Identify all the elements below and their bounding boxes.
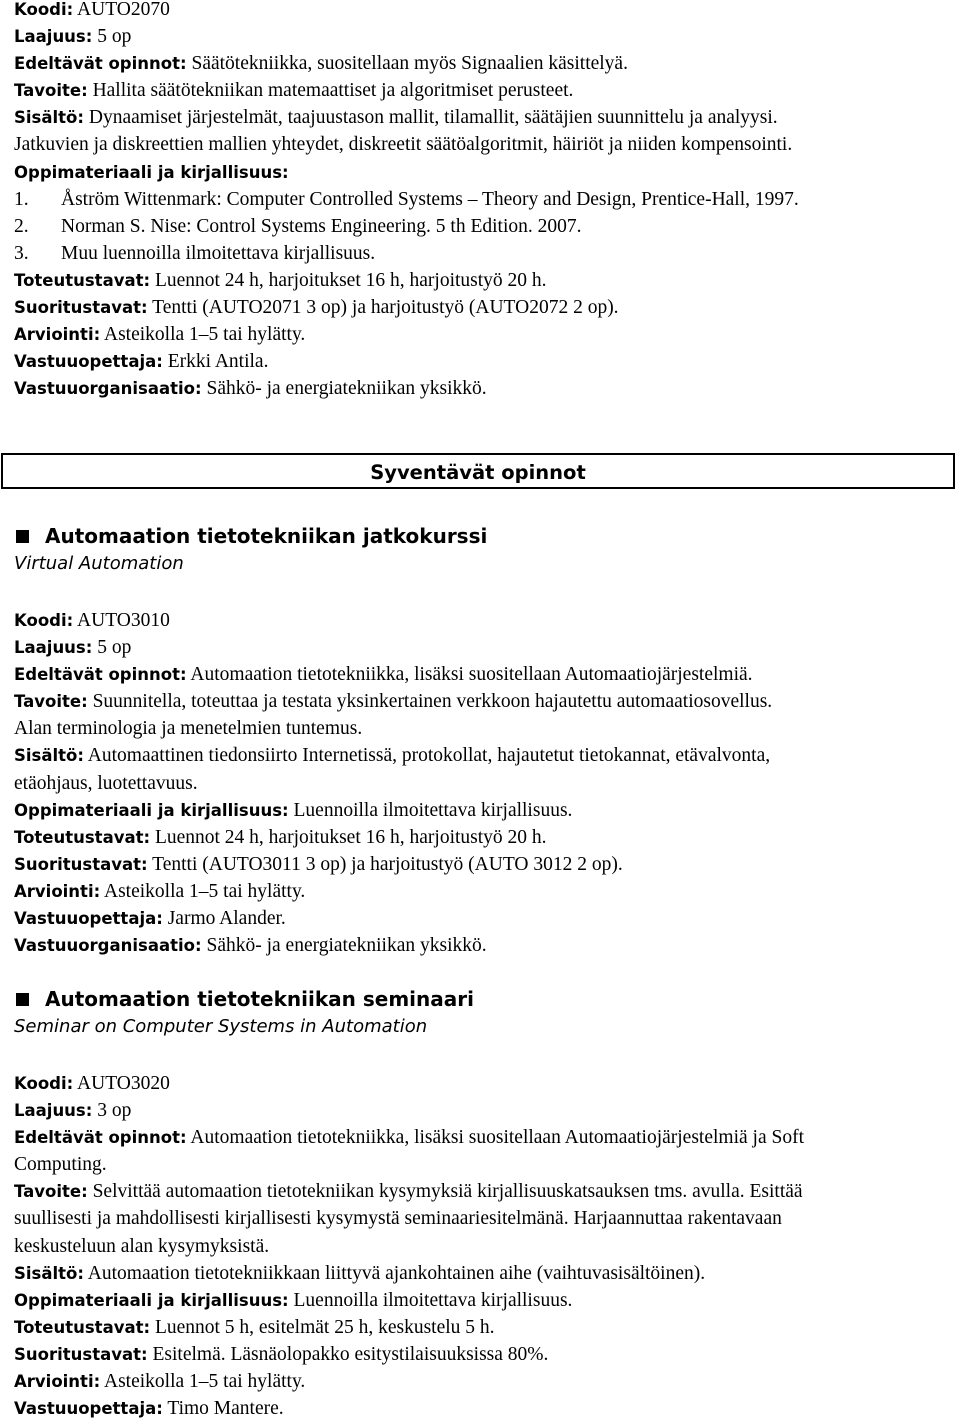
literature-text: Åström Wittenmark: Computer Controlled Systems – Theory and Design, Prentice-Hall, 1997. bbox=[61, 188, 799, 210]
content-value-2: Jatkuvien ja diskreettien mallien yhteydet, diskreetit säätöalgoritmit, häiriöt ja niiden kompensointi. bbox=[14, 134, 793, 156]
course-code-row bbox=[14, 607, 954, 634]
course-materials-row bbox=[14, 797, 954, 824]
teacher-label: Vastuuopettaja: bbox=[14, 909, 163, 929]
credits-label: Laajuus: bbox=[14, 638, 93, 658]
prereq-value: Säätötekniikka, suositellaan myös Signaalien käsittelyä. bbox=[191, 53, 628, 75]
course-completion-row bbox=[14, 294, 954, 321]
course-content-row bbox=[14, 742, 954, 769]
course-content-row bbox=[14, 1260, 954, 1287]
credits-label: Laajuus: bbox=[14, 1101, 93, 1121]
code-value: AUTO3020 bbox=[77, 1073, 170, 1094]
materials-label: Oppimateriaali ja kirjallisuus: bbox=[14, 162, 289, 182]
course-methods-row bbox=[14, 1314, 954, 1341]
section-title: Syventävät opinnot bbox=[370, 461, 586, 484]
grading-value: Asteikolla 1–5 tai hylätty. bbox=[104, 324, 306, 346]
course-goal-row bbox=[14, 688, 954, 715]
goal-value-3: keskusteluun alan kysymyksistä. bbox=[14, 1235, 270, 1257]
teacher-value: Jarmo Alander. bbox=[167, 908, 286, 930]
course-methods-row bbox=[14, 824, 954, 851]
course-title bbox=[14, 522, 487, 550]
credits-value: 3 op bbox=[97, 1100, 132, 1122]
section-banner bbox=[1, 453, 955, 489]
methods-value: Luennot 24 h, harjoitukset 16 h, harjoitustyö 20 h. bbox=[154, 826, 547, 848]
course-subtitle: Seminar on Computer Systems in Automation bbox=[14, 1016, 428, 1037]
content-label: Sisältö: bbox=[14, 746, 84, 766]
course-header-auto3020 bbox=[14, 985, 474, 1041]
completion-value: Tentti (AUTO2071 3 op) ja harjoitustyö (AUTO2072 2 op). bbox=[152, 297, 619, 319]
course-goal-row-2 bbox=[14, 715, 954, 742]
content-value: Dynaamiset järjestelmät, taajuustason mallit, tilamallit, säätäjien suunnittelu ja analyysi. bbox=[88, 107, 778, 129]
course-prereq-row bbox=[14, 661, 954, 688]
course-completion-row bbox=[14, 1341, 954, 1368]
code-label: Koodi: bbox=[14, 0, 74, 19]
course-methods-row bbox=[14, 267, 954, 294]
literature-item bbox=[14, 186, 954, 213]
course-teacher-row bbox=[14, 905, 954, 932]
course-auto2070 bbox=[14, 0, 954, 402]
goal-value: Selvittää automaation tietotekniikan kysymyksiä kirjallisuuskatsauksen tms. avulla. Esittää bbox=[92, 1181, 803, 1203]
course-code-row bbox=[14, 0, 954, 23]
course-credits-row bbox=[14, 1097, 954, 1124]
credits-value: 5 op bbox=[97, 26, 132, 48]
grading-label: Arviointi: bbox=[14, 325, 101, 345]
code-value: AUTO2070 bbox=[77, 0, 170, 20]
completion-value: Esitelmä. Läsnäolopakko esitystilaisuuksissa 80%. bbox=[152, 1343, 549, 1365]
course-prereq-row-2 bbox=[14, 1151, 954, 1178]
course-content-row-2 bbox=[14, 770, 954, 797]
org-label: Vastuuorganisaatio: bbox=[14, 379, 202, 399]
methods-label: Toteutustavat: bbox=[14, 827, 151, 847]
materials-value: Luennoilla ilmoitettava kirjallisuus. bbox=[293, 1289, 573, 1311]
literature-number: 2. bbox=[14, 215, 29, 237]
teacher-label: Vastuuopettaja: bbox=[14, 1399, 163, 1419]
code-label: Koodi: bbox=[14, 1074, 74, 1093]
course-code-row bbox=[14, 1070, 954, 1097]
teacher-label: Vastuuopettaja: bbox=[14, 352, 163, 372]
course-auto3010 bbox=[14, 607, 954, 959]
course-completion-row bbox=[14, 851, 954, 878]
org-label: Vastuuorganisaatio: bbox=[14, 936, 202, 956]
goal-value-2: suullisesti ja mahdollisesti kirjallisesti kysymystä seminaariesitelmänä. Harjaannuttaa rakentavaan bbox=[14, 1208, 782, 1230]
credits-value: 5 op bbox=[97, 637, 132, 659]
org-value: Sähkö- ja energiatekniikan yksikkö. bbox=[206, 378, 487, 400]
materials-label: Oppimateriaali ja kirjallisuus: bbox=[14, 1290, 289, 1310]
content-value: Automaattinen tiedonsiirto Internetissä, protokollat, hajautetut tietokannat, etävalvonta, bbox=[87, 745, 771, 767]
goal-value-2: Alan terminologia ja menetelmien tuntemus. bbox=[14, 718, 363, 740]
literature-number: 1. bbox=[14, 188, 29, 210]
prereq-label: Edeltävät opinnot: bbox=[14, 665, 187, 685]
course-goal-row bbox=[14, 77, 954, 104]
course-grading-row bbox=[14, 321, 954, 348]
course-goal-row bbox=[14, 1178, 954, 1205]
content-label: Sisältö: bbox=[14, 1263, 84, 1283]
prereq-value-2: Computing. bbox=[14, 1154, 107, 1176]
methods-value: Luennot 24 h, harjoitukset 16 h, harjoitustyö 20 h. bbox=[154, 269, 547, 291]
course-content-row bbox=[14, 104, 954, 131]
prereq-label: Edeltävät opinnot: bbox=[14, 1128, 187, 1148]
course-org-row bbox=[14, 932, 954, 959]
course-header-auto3010 bbox=[14, 522, 487, 578]
square-bullet-icon bbox=[16, 530, 29, 543]
course-prereq-row bbox=[14, 50, 954, 77]
teacher-value: Timo Mantere. bbox=[167, 1398, 284, 1420]
code-label: Koodi: bbox=[14, 611, 74, 630]
course-org-row bbox=[14, 375, 954, 402]
course-teacher-row bbox=[14, 348, 954, 375]
goal-value: Suunnitella, toteuttaa ja testata yksinkertainen verkkoon hajautettu automaatiosovellus. bbox=[92, 691, 773, 713]
prereq-value: Automaation tietotekniikka, lisäksi suositellaan Automaatiojärjestelmiä ja Soft bbox=[190, 1127, 804, 1149]
literature-number: 3. bbox=[14, 242, 29, 264]
course-credits-row bbox=[14, 23, 954, 50]
square-bullet-icon bbox=[16, 993, 29, 1006]
goal-value: Hallita säätötekniikan matemaattiset ja algoritmiset perusteet. bbox=[92, 80, 574, 102]
course-teacher-row bbox=[14, 1395, 954, 1422]
course-grading-row bbox=[14, 878, 954, 905]
methods-label: Toteutustavat: bbox=[14, 1317, 151, 1337]
prereq-value: Automaation tietotekniikka, lisäksi suositellaan Automaatiojärjestelmiä. bbox=[190, 664, 753, 686]
course-title bbox=[14, 985, 474, 1013]
literature-text: Muu luennoilla ilmoitettava kirjallisuus. bbox=[61, 242, 376, 264]
literature-item bbox=[14, 213, 954, 240]
course-materials-row bbox=[14, 1287, 954, 1314]
methods-label: Toteutustavat: bbox=[14, 270, 151, 290]
goal-label: Tavoite: bbox=[14, 81, 88, 101]
methods-value: Luennot 5 h, esitelmät 25 h, keskustelu 5 h. bbox=[154, 1316, 495, 1338]
content-label: Sisältö: bbox=[14, 108, 84, 128]
content-value-2: etäohjaus, luotettavuus. bbox=[14, 772, 198, 794]
literature-item bbox=[14, 240, 954, 267]
goal-label: Tavoite: bbox=[14, 1182, 88, 1202]
course-title-text: Automaation tietotekniikan jatkokurssi bbox=[45, 524, 488, 548]
course-goal-row-3 bbox=[14, 1233, 954, 1260]
course-subtitle: Virtual Automation bbox=[14, 553, 184, 574]
prereq-label: Edeltävät opinnot: bbox=[14, 54, 187, 74]
course-content-row-2 bbox=[14, 131, 954, 158]
credits-label: Laajuus: bbox=[14, 27, 93, 47]
materials-value: Luennoilla ilmoitettava kirjallisuus. bbox=[293, 799, 573, 821]
teacher-value: Erkki Antila. bbox=[167, 351, 269, 373]
course-materials-row bbox=[14, 159, 954, 186]
course-prereq-row bbox=[14, 1124, 954, 1151]
grading-label: Arviointi: bbox=[14, 881, 101, 901]
course-grading-row bbox=[14, 1368, 954, 1395]
code-value: AUTO3010 bbox=[77, 610, 170, 631]
completion-label: Suoritustavat: bbox=[14, 298, 148, 318]
course-auto3020 bbox=[14, 1070, 954, 1422]
literature-text: Norman S. Nise: Control Systems Engineering. 5 th Edition. 2007. bbox=[61, 215, 582, 237]
completion-label: Suoritustavat: bbox=[14, 854, 148, 874]
grading-label: Arviointi: bbox=[14, 1372, 101, 1392]
course-credits-row bbox=[14, 634, 954, 661]
materials-label: Oppimateriaali ja kirjallisuus: bbox=[14, 800, 289, 820]
goal-label: Tavoite: bbox=[14, 692, 88, 712]
grading-value: Asteikolla 1–5 tai hylätty. bbox=[104, 1371, 306, 1393]
completion-label: Suoritustavat: bbox=[14, 1344, 148, 1364]
completion-value: Tentti (AUTO3011 3 op) ja harjoitustyö (AUTO 3012 2 op). bbox=[152, 853, 623, 875]
org-value: Sähkö- ja energiatekniikan yksikkö. bbox=[206, 935, 487, 957]
course-goal-row-2 bbox=[14, 1205, 954, 1232]
content-value: Automaation tietotekniikkaan liittyvä ajankohtainen aihe (vaihtuvasisältöinen). bbox=[87, 1262, 706, 1284]
course-title-text: Automaation tietotekniikan seminaari bbox=[45, 987, 474, 1011]
grading-value: Asteikolla 1–5 tai hylätty. bbox=[104, 880, 306, 902]
